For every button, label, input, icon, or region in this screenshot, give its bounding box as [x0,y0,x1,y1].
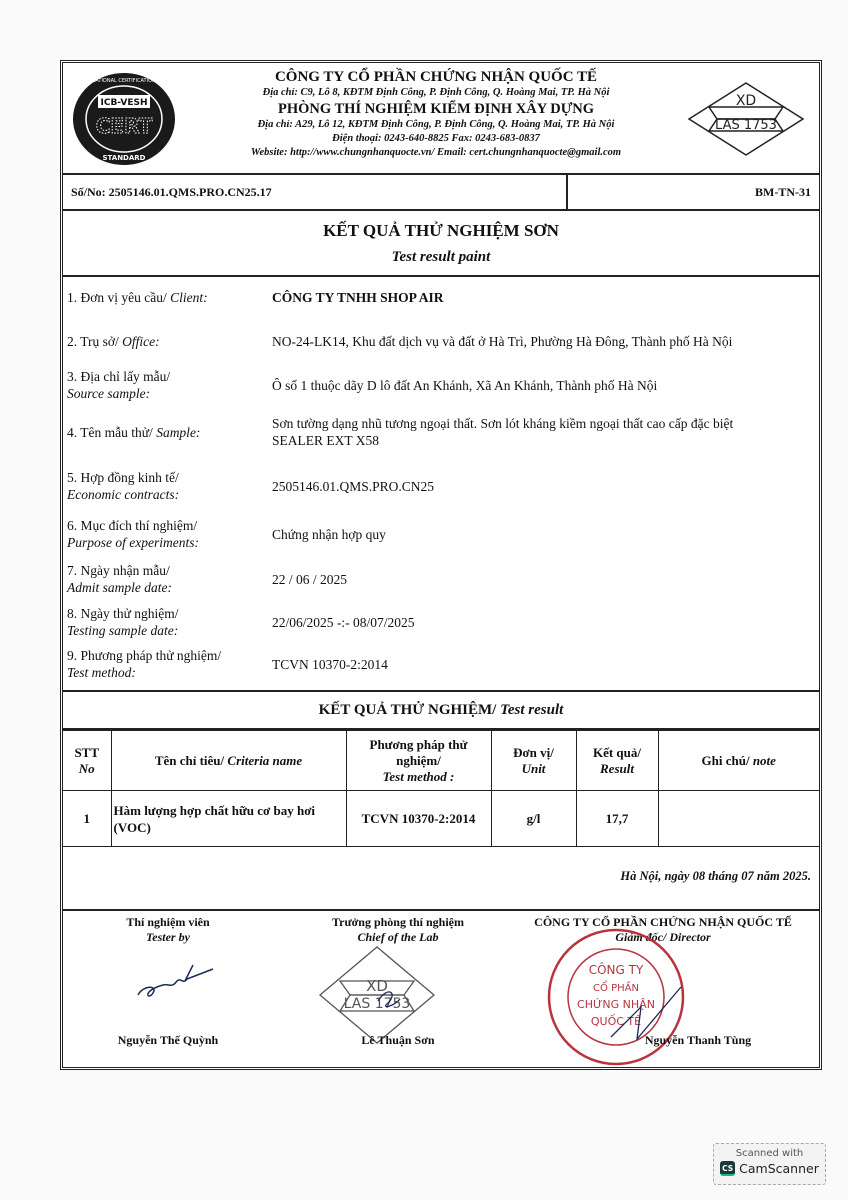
sample-info-section [63,277,819,692]
info-label-en: Economic contracts: [67,487,180,502]
title-english: Test result paint [391,249,491,265]
result-table [63,730,819,847]
chief-name: Lê Thuận Sơn [361,1033,435,1047]
info-row-source-sample [67,368,811,402]
header-text-block [203,69,669,160]
camscanner-watermark [713,1143,826,1185]
info-row-client [67,289,811,306]
document-number-row [63,175,819,211]
info-label-vn: 9. Phương pháp thử nghiệm/ [67,648,222,663]
lab-name: PHÒNG THÍ NGHIỆM KIỂM ĐỊNH XÂY DỰNG [277,101,595,117]
svg-text:ICB-VESH: ICB-VESH [100,98,148,108]
info-label-en: Admit sample date: [67,580,172,595]
cell-criteria: Hàm lượng hợp chất hữu cơ bay hơi (VOC) [111,791,346,847]
info-label-vn: 8. Ngày thử nghiệm/ [67,606,179,621]
chief-signature-block [298,915,498,945]
info-label-en: Client: [170,290,208,305]
company-address: Địa chỉ: C9, Lô 8, KĐTM Định Công, P. Định Công, Q. Hoàng Mai, TP. Hà Nội [262,87,610,98]
col-header-criteria: Tên chỉ tiêu/ Criteria name [111,731,346,791]
table-row [63,791,819,847]
info-label-vn: 4. Tên mẫu thử/ [67,424,153,440]
sample-value: Sơn tường dạng nhũ tương ngoại thất. Sơn lót kháng kiềm ngoại thất cao cấp đặc biệt SEALER EXT X58 [272,416,734,448]
info-label-vn: 2. Trụ sở/ [67,334,119,349]
tester-name: Nguyễn Thế Quỳnh [117,1033,219,1047]
phone-fax: Điện thoại: 0243-640-8825 Fax: 0243-683-0837 [332,133,540,144]
svg-text:LAS 1753: LAS 1753 [715,118,777,133]
svg-text:CHỨNG NHẬN: CHỨNG NHẬN [577,998,655,1011]
result-title-en: Test result [500,702,564,718]
info-label-vn: 5. Hợp đồng kinh tế/ [67,470,179,485]
tester-signature-block [93,915,243,945]
svg-text:LAS 1753: LAS 1753 [343,996,411,1012]
source-sample-value: Ô số 1 thuộc dãy D lô đất An Khánh, Xã An Khánh, Thành phố Hà Nội [272,377,658,393]
doc-number-label: Số/No: [71,185,106,199]
company-name: CÔNG TY CỔ PHẦN CHỨNG NHẬN QUỐC TẾ [274,69,598,85]
admit-date-value: 22 / 06 / 2025 [272,571,348,587]
info-label-en: Sample: [156,424,201,440]
director-name: Nguyễn Thanh Tùng [644,1033,752,1047]
info-row-testing-date [67,605,811,639]
cell-no: 1 [63,791,111,847]
col-header-unit: Đơn vị/ Unit [491,731,576,791]
website-email: Website: http://www.chungnhanquocte.vn/ Email: cert.chungnhanquocte@gmail.com [250,147,622,158]
info-label-en: Source sample: [67,386,151,401]
director-role: Giám đốc/ Director [615,930,711,944]
camscanner-logo-icon: CS [720,1161,735,1176]
tester-role-vn: Thí nghiệm viên [126,915,210,929]
purpose-value: Chứng nhận hợp quy [272,526,386,542]
scanner-line1: Scanned with [735,1148,804,1159]
info-label-en: Testing sample date: [67,623,179,638]
chief-role-vn: Trưởng phòng thí nghiệm [332,915,464,929]
col-header-no: STT No [63,731,111,791]
title-vietnamese: KẾT QUẢ THỬ NGHIỆM SƠN [323,221,559,240]
svg-text:INTERNATIONAL CERTIFICATION BO: INTERNATIONAL CERTIFICATION BODY [76,78,172,84]
info-row-admit-date [67,562,811,596]
signature-section [63,911,819,1056]
svg-text:STANDARD: STANDARD [102,154,146,162]
info-row-office [67,333,811,350]
cell-unit: g/l [491,791,576,847]
svg-text:CỔ PHẦN: CỔ PHẦN [593,983,639,994]
info-row-economic-contract [67,469,811,503]
info-row-test-method [67,647,811,681]
info-label-en: Office: [122,334,160,349]
svg-text:XD: XD [366,977,388,995]
director-company: CÔNG TY CỔ PHẦN CHỨNG NHẬN QUỐC TẾ [534,915,792,929]
cell-note [658,791,819,847]
tester-signature-icon [133,955,223,1005]
info-row-purpose [67,517,811,551]
result-table-header [63,731,819,791]
issue-date-line: Hà Nội, ngày 08 tháng 07 năm 2025. [63,847,819,911]
info-label-vn: 6. Mục đích thí nghiệm/ [67,518,198,533]
info-label-vn: 3. Địa chỉ lấy mẫu/ [67,369,171,384]
result-section-title [63,692,819,730]
las-xd-mark-icon [687,81,805,157]
info-label-vn: 7. Ngày nhận mẫu/ [67,563,170,578]
tester-role-en: Tester by [146,930,190,944]
info-label-en: Purpose of experiments: [67,535,199,550]
col-header-method: Phương pháp thử nghiệm/ Test method : [346,731,491,791]
doc-number-value: 2505146.01.QMS.PRO.CN25.17 [108,185,272,199]
info-label-vn: 1. Đơn vị yêu cầu/ [67,290,167,305]
scanner-line2: CamScanner [739,1161,819,1176]
svg-text:XD: XD [735,93,757,109]
info-row-sample [67,415,811,449]
las-stamp-icon [318,945,436,1045]
testing-date-value: 22/06/2025 -:- 08/07/2025 [272,614,415,630]
cell-result: 17,7 [576,791,658,847]
col-header-result: Kết quả/ Result [576,731,658,791]
cell-method: TCVN 10370-2:2014 [346,791,491,847]
svg-text:QUỐC TẾ: QUỐC TẾ [590,1015,642,1028]
office-value: NO-24-LK14, Khu đất dịch vụ và đất ở Hà Trì, Phường Hà Đông, Thành phố Hà Nội [272,334,733,349]
document-number [63,175,568,209]
client-value: CÔNG TY TNHH SHOP AIR [272,290,444,305]
contract-value: 2505146.01.QMS.PRO.CN25 [272,478,435,494]
lab-address: Địa chỉ: A29, Lô 12, KĐTM Định Công, P. Định Công, Q. Hoàng Mai, TP. Hà Nội [257,119,615,130]
icb-cert-logo-icon [71,71,177,167]
chief-role-en: Chief of the Lab [357,930,439,944]
result-title-vn: KẾT QUẢ THỬ NGHIỆM/ [318,702,497,718]
form-code: BM-TN-31 [755,185,811,199]
info-label-en: Test method: [67,665,136,680]
col-header-note: Ghi chú/ note [658,731,819,791]
document-header [63,63,819,175]
svg-text:CÔNG TY: CÔNG TY [588,963,644,977]
certificate-document [60,60,822,1070]
document-title [63,211,819,277]
scanner-brand [714,1161,825,1176]
test-method-value: TCVN 10370-2:2014 [272,656,388,672]
svg-text:CERT: CERT [95,114,153,138]
